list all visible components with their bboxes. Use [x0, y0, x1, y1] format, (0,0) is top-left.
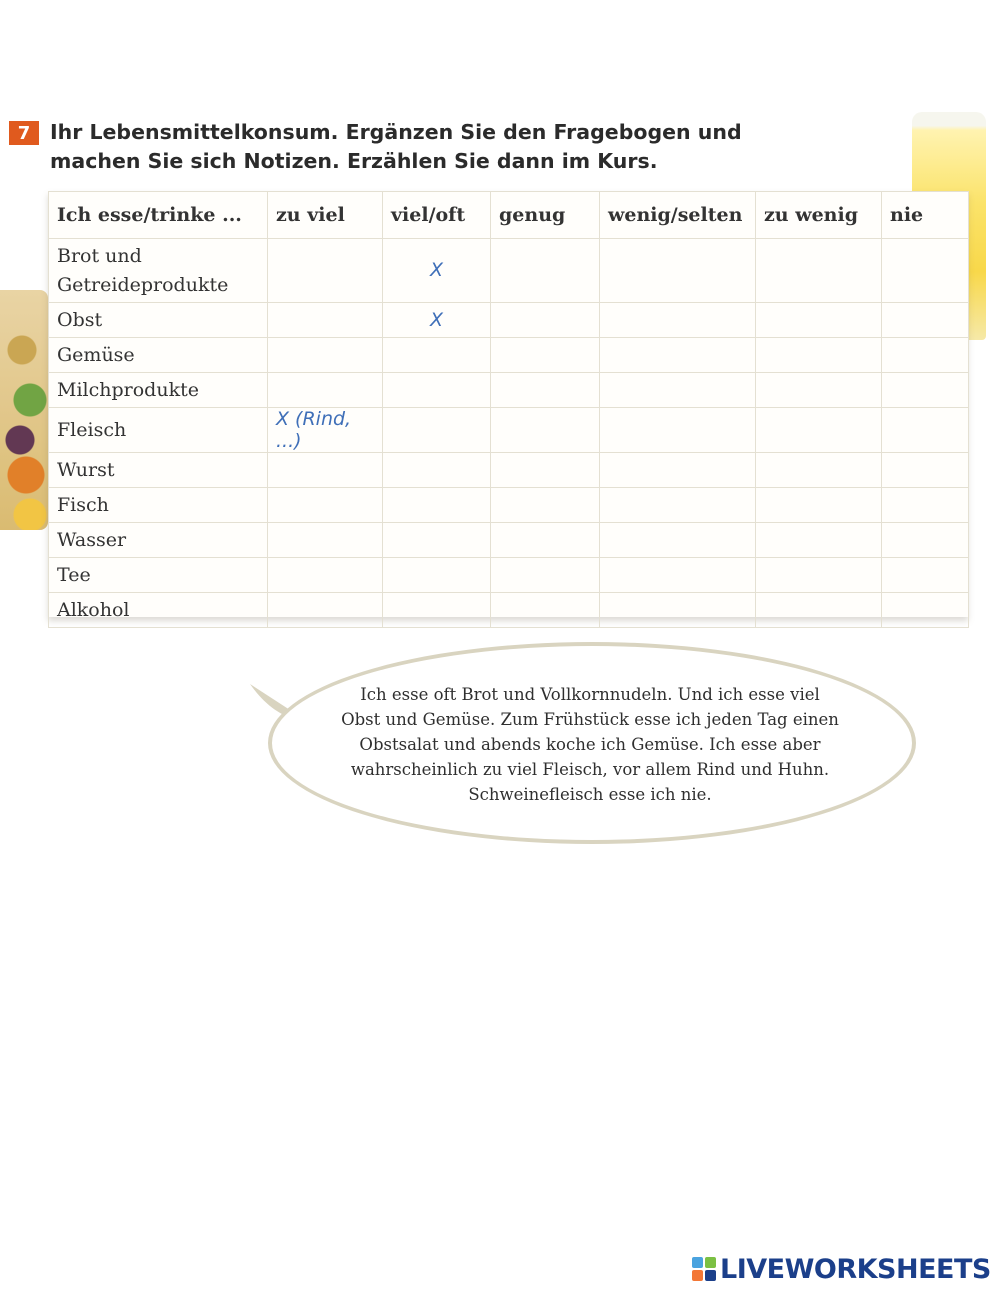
answer-cell[interactable]	[491, 523, 600, 558]
answer-cell[interactable]	[491, 338, 600, 373]
liveworksheets-logo-icon	[692, 1257, 716, 1281]
answer-cell[interactable]	[491, 373, 600, 408]
liveworksheets-logo[interactable]	[692, 1254, 991, 1284]
table-header-row	[49, 192, 969, 239]
food-item-label: Gemüse	[49, 338, 268, 373]
answer-cell[interactable]	[882, 373, 969, 408]
food-item-label: Wasser	[49, 523, 268, 558]
answer-cell[interactable]	[882, 453, 969, 488]
handwritten-mark: X	[429, 309, 444, 331]
fruit-photo	[0, 290, 48, 530]
food-item-label: Alkohol	[49, 593, 268, 628]
answer-cell[interactable]	[491, 453, 600, 488]
answer-cell[interactable]	[882, 593, 969, 628]
food-item-label-line: Getreideprodukte	[57, 273, 229, 296]
answer-cell[interactable]	[600, 303, 756, 338]
task-instruction-line-2: machen Sie sich Notizen. Erzählen Sie dann im Kurs.	[50, 149, 658, 173]
answer-cell[interactable]	[383, 523, 491, 558]
answer-cell[interactable]	[268, 558, 383, 593]
answer-cell[interactable]	[882, 488, 969, 523]
task-number-badge: 7	[9, 121, 39, 145]
food-item-label	[49, 239, 268, 303]
answer-cell[interactable]	[756, 558, 882, 593]
answer-cell[interactable]	[268, 488, 383, 523]
column-header: genug	[491, 192, 600, 239]
answer-cell[interactable]	[268, 239, 383, 303]
answer-cell[interactable]	[600, 488, 756, 523]
answer-cell[interactable]	[268, 593, 383, 628]
handwritten-mark: X	[429, 259, 444, 281]
answer-cell[interactable]	[756, 303, 882, 338]
column-header: zu viel	[268, 192, 383, 239]
table-row	[49, 303, 969, 338]
table-row	[49, 408, 969, 453]
answer-cell[interactable]	[491, 408, 600, 453]
task-instruction-line-1: Ihr Lebensmittelkonsum. Ergänzen Sie den Fragebogen und	[50, 120, 742, 144]
answer-cell[interactable]	[756, 239, 882, 303]
answer-cell[interactable]	[756, 373, 882, 408]
answer-cell[interactable]	[600, 408, 756, 453]
answer-cell[interactable]	[600, 453, 756, 488]
table-row	[49, 373, 969, 408]
answer-cell[interactable]	[491, 488, 600, 523]
speech-bubble-text	[330, 682, 850, 807]
answer-cell[interactable]	[383, 338, 491, 373]
answer-cell[interactable]	[600, 373, 756, 408]
speech-line: wahrscheinlich zu viel Fleisch, vor allem Rind und Huhn.	[350, 760, 830, 779]
answer-cell[interactable]	[600, 593, 756, 628]
answer-cell[interactable]	[383, 239, 491, 303]
food-item-label: Tee	[49, 558, 268, 593]
handwritten-mark: X (Rind, ...)	[276, 408, 352, 452]
table-row	[49, 558, 969, 593]
food-item-label: Milchprodukte	[49, 373, 268, 408]
food-item-label: Obst	[49, 303, 268, 338]
answer-cell[interactable]	[600, 558, 756, 593]
answer-cell[interactable]	[600, 239, 756, 303]
answer-cell[interactable]	[756, 408, 882, 453]
answer-cell[interactable]	[268, 453, 383, 488]
food-item-label: Fleisch	[49, 408, 268, 453]
answer-cell[interactable]	[268, 338, 383, 373]
answer-cell[interactable]	[882, 239, 969, 303]
answer-cell[interactable]	[882, 523, 969, 558]
answer-cell[interactable]	[383, 593, 491, 628]
answer-cell[interactable]	[383, 303, 491, 338]
table-row	[49, 488, 969, 523]
questionnaire-table	[48, 191, 968, 621]
answer-cell[interactable]	[491, 558, 600, 593]
column-header: Ich esse/trinke ...	[49, 192, 268, 239]
table-row	[49, 523, 969, 558]
answer-cell[interactable]	[491, 593, 600, 628]
task-instruction	[50, 118, 910, 176]
speech-line: Obstsalat und abends koche ich Gemüse. Ich esse aber	[359, 735, 821, 754]
table-row	[49, 338, 969, 373]
answer-cell[interactable]	[882, 338, 969, 373]
food-item-label: Fisch	[49, 488, 268, 523]
answer-cell[interactable]	[268, 373, 383, 408]
answer-cell[interactable]	[600, 523, 756, 558]
answer-cell[interactable]	[882, 303, 969, 338]
answer-cell[interactable]	[383, 488, 491, 523]
answer-cell[interactable]	[491, 303, 600, 338]
answer-cell[interactable]	[756, 338, 882, 373]
answer-cell[interactable]	[383, 373, 491, 408]
food-item-label: Wurst	[49, 453, 268, 488]
table-row	[49, 593, 969, 628]
answer-cell[interactable]	[756, 593, 882, 628]
answer-cell[interactable]	[756, 453, 882, 488]
speech-line: Obst und Gemüse. Zum Frühstück esse ich jeden Tag einen	[341, 710, 839, 729]
speech-line: Schweinefleisch esse ich nie.	[468, 785, 712, 804]
answer-cell[interactable]	[268, 303, 383, 338]
table-row	[49, 239, 969, 303]
answer-cell[interactable]	[756, 523, 882, 558]
column-header: nie	[882, 192, 969, 239]
answer-cell[interactable]	[882, 558, 969, 593]
answer-cell[interactable]	[600, 338, 756, 373]
answer-cell[interactable]	[756, 488, 882, 523]
liveworksheets-logo-text: LIVEWORKSHEETS	[720, 1253, 991, 1285]
table-row	[49, 453, 969, 488]
answer-cell[interactable]	[268, 408, 383, 453]
answer-cell[interactable]	[383, 408, 491, 453]
food-item-label-line: Brot und	[57, 244, 142, 267]
answer-cell[interactable]	[383, 453, 491, 488]
answer-cell[interactable]	[882, 408, 969, 453]
answer-cell[interactable]	[491, 239, 600, 303]
answer-cell[interactable]	[268, 523, 383, 558]
answer-cell[interactable]	[383, 558, 491, 593]
column-header: zu wenig	[756, 192, 882, 239]
column-header: viel/oft	[383, 192, 491, 239]
speech-line: Ich esse oft Brot und Vollkornnudeln. Und ich esse viel	[360, 685, 820, 704]
column-header: wenig/selten	[600, 192, 756, 239]
